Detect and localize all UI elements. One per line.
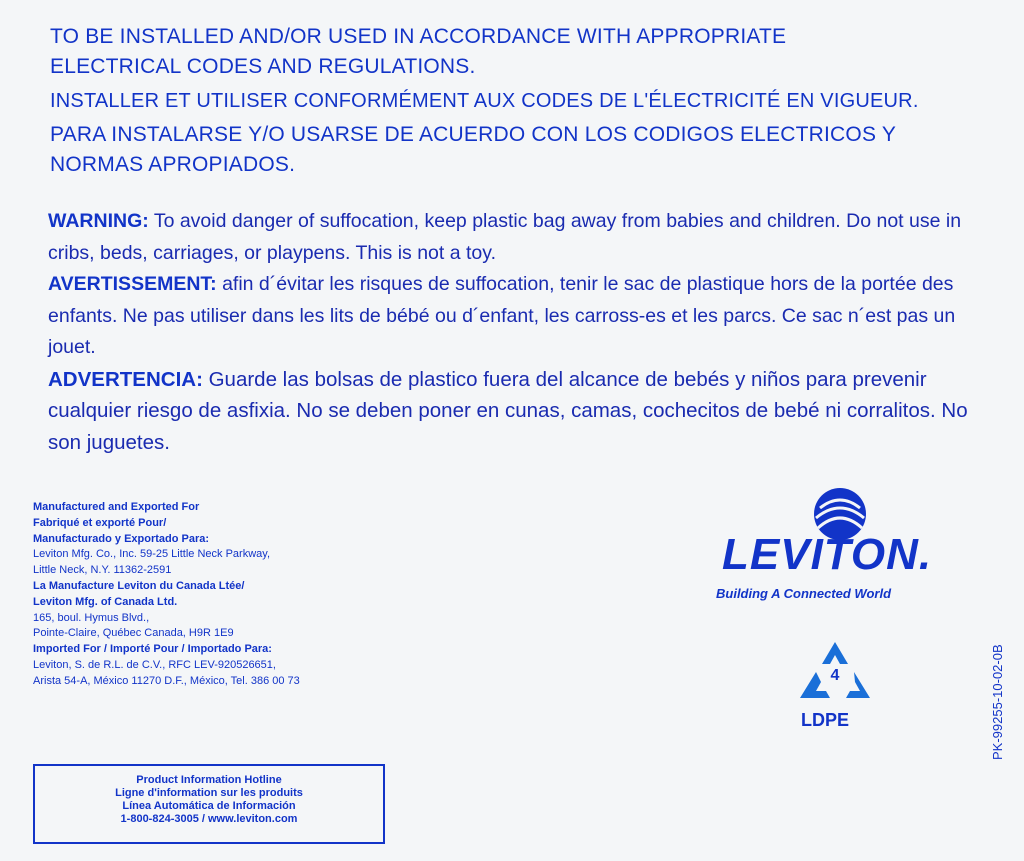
recycling-number: 4 xyxy=(830,667,840,684)
manufacturer-line: Fabriqué et exporté Pour/ xyxy=(33,516,167,529)
recycling-symbol-icon xyxy=(790,638,880,708)
manufacturer-line: La Manufacture Leviton du Canada Ltée/ xyxy=(33,579,245,592)
warning-en xyxy=(48,206,998,269)
warnings-section xyxy=(48,206,998,458)
manufacturer-line: Imported For / Importé Pour / Importado Para: xyxy=(33,643,272,656)
manufacturer-info xyxy=(33,500,433,690)
part-code: PK-99255-10-02-0B xyxy=(990,644,1005,760)
manufacturer-line: Leviton Mfg. Co., Inc. 59-25 Little Neck Parkway, xyxy=(33,548,271,561)
hotline-box xyxy=(33,764,385,844)
recycling-label: LDPE xyxy=(801,710,850,730)
manufacturer-line: Pointe-Claire, Québec Canada, H9R 1E9 xyxy=(33,627,234,640)
warning-text: To avoid danger of suffocation, keep plastic bag away from babies and children. Do not use in cribs, beds, carriages, or playpens. This is not a toy. xyxy=(48,210,962,264)
warning-text: afin d´évitar les risques de suffocation, tenir le sac de plastique hors de la portée des enfants. Ne pas utiliser dans les lits de bébé ou d´enfant, les carross-es et les parcs. Ce sac n´est pas un jouet. xyxy=(48,273,956,358)
hotline-line: Ligne d'information sur les produits xyxy=(115,787,303,799)
brand-name: LEVITON. xyxy=(722,530,933,579)
brand-tagline: Building A Connected World xyxy=(716,586,892,601)
manufacturer-line: Little Neck, N.Y. 11362-2591 xyxy=(33,564,172,577)
warning-text: Guarde las bolsas de plastico fuera del alcance de bebés y niños para prevenir cualquier riesgo de asfixia. No se deben poner en cunas, camas, cochecitos de bebé ni corralitos. No son juguetes. xyxy=(48,367,968,454)
warning-fr xyxy=(48,269,998,364)
codes-line: NORMAS APROPIADOS. xyxy=(50,153,296,176)
warning-es xyxy=(48,364,998,459)
warning-heading: WARNING: xyxy=(48,210,149,232)
codes-notice xyxy=(50,22,990,180)
warning-heading: ADVERTENCIA: xyxy=(48,367,203,391)
manufacturer-line: Arista 54-A, México 11270 D.F., México, Tel. 386 00 73 xyxy=(33,674,300,687)
warning-heading: AVERTISSEMENT: xyxy=(48,273,217,295)
manufacturer-line: Manufacturado y Exportado Para: xyxy=(33,532,210,545)
manufacturer-line: Leviton, S. de R.L. de C.V., RFC LEV-920526651, xyxy=(33,658,276,671)
hotline-line: Línea Automática de Información xyxy=(122,800,296,812)
manufacturer-line: Manufactured and Exported For xyxy=(33,501,200,513)
hotline-line: Product Information Hotline xyxy=(136,774,282,786)
codes-line: PARA INSTALARSE Y/O USARSE DE ACUERDO CON LOS CODIGOS ELECTRICOS Y xyxy=(50,123,897,146)
manufacturer-line: Leviton Mfg. of Canada Ltd. xyxy=(33,595,178,608)
codes-line: INSTALLER ET UTILISER CONFORMÉMENT AUX CODES DE L'ÉLECTRICITÉ EN VIGUEUR. xyxy=(50,90,919,112)
codes-line: TO BE INSTALLED AND/OR USED IN ACCORDANCE WITH APPROPRIATE xyxy=(50,25,787,48)
hotline-line: 1-800-824-3005 / www.leviton.com xyxy=(120,813,298,825)
manufacturer-line: 165, boul. Hymus Blvd., xyxy=(33,611,150,624)
codes-line: ELECTRICAL CODES AND REGULATIONS. xyxy=(50,55,476,78)
